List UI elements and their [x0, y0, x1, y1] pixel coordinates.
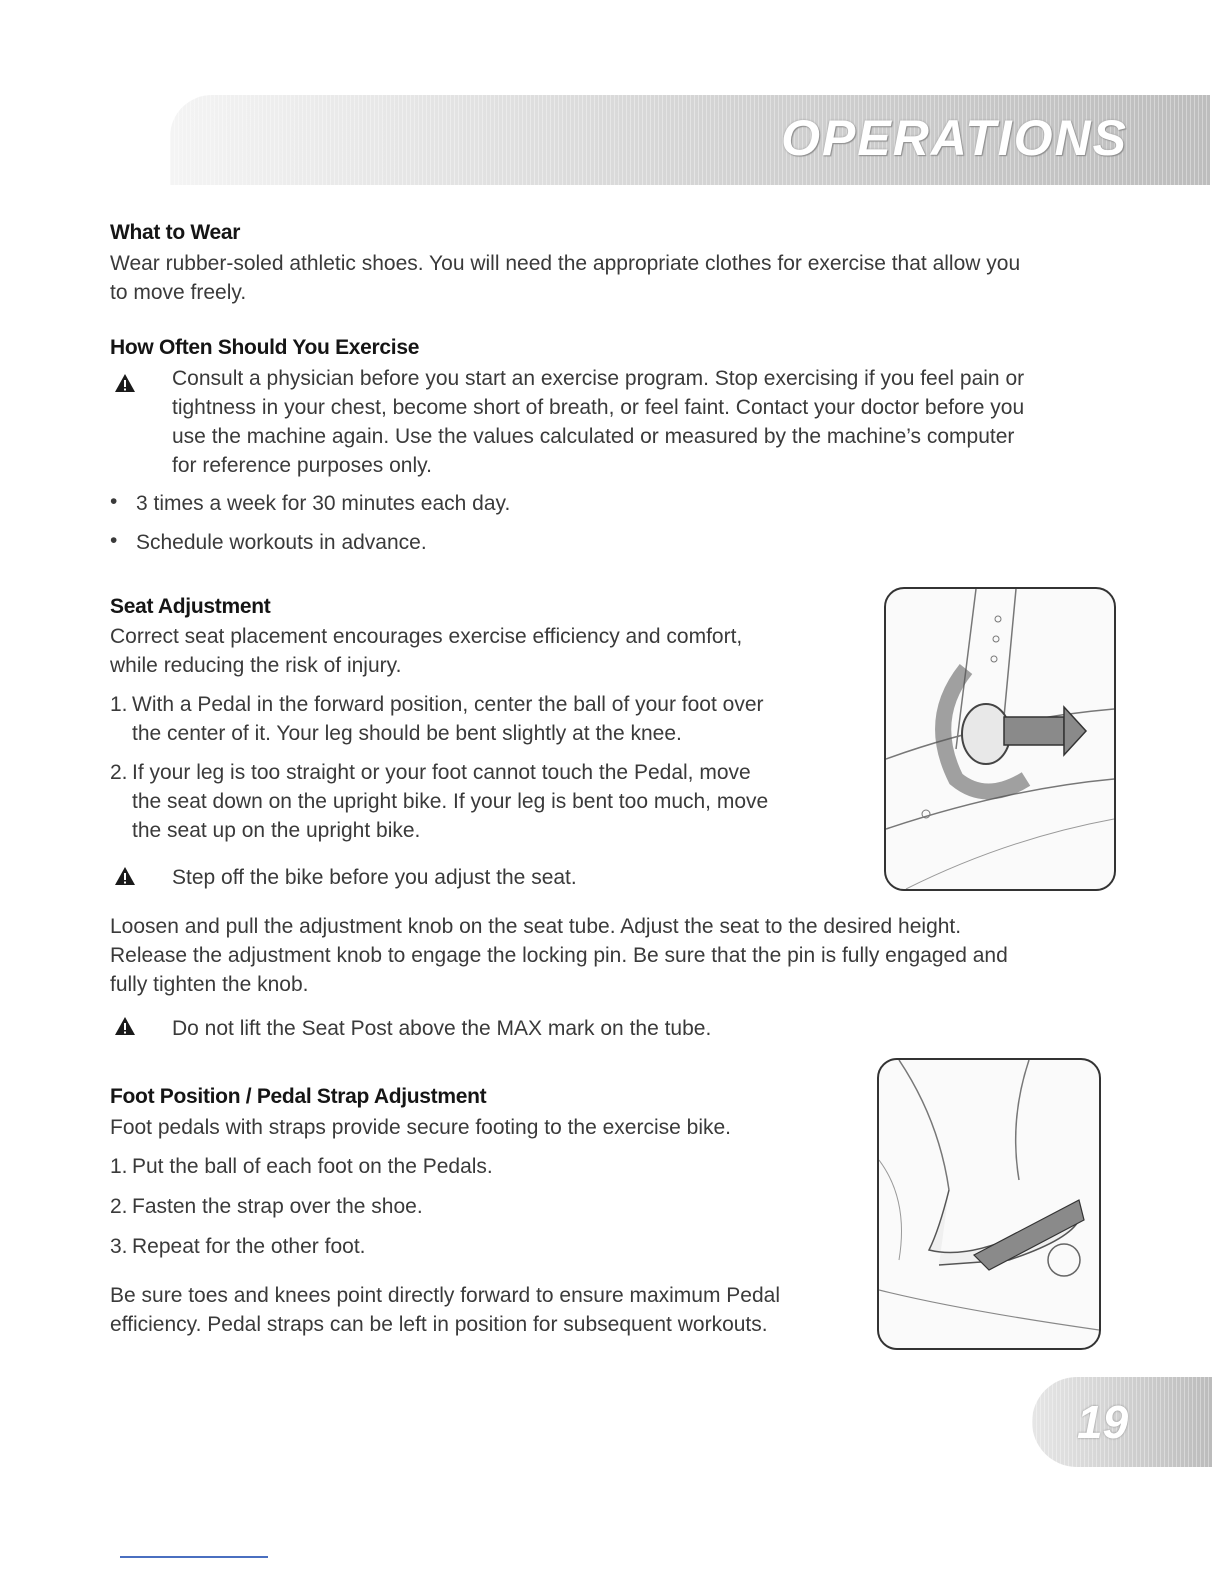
- seat-body-line3: fully tighten the knob.: [110, 973, 309, 996]
- seat-step-2: [110, 758, 768, 845]
- page-number: 19: [1077, 1396, 1129, 1448]
- step-text: With a Pedal in the forward position, center the ball of your foot over: [132, 693, 764, 716]
- seat-body-line2: Release the adjustment knob to engage the locking pin. Be sure that the pin is fully engaged and: [110, 944, 1008, 967]
- wear-text-line1: Wear rubber-soled athletic shoes. You will need the appropriate clothes for exercise that allow you: [110, 252, 1021, 275]
- seat-warning-2: Do not lift the Seat Post above the MAX mark on the tube.: [172, 1017, 712, 1040]
- step-number: 1.: [110, 1155, 128, 1178]
- often-warning-line3: use the machine again. Use the values calculated or measured by the machine’s computer: [172, 425, 1015, 448]
- heading-how-often: How Often Should You Exercise: [110, 336, 420, 359]
- step-text-cont: the center of it. Your leg should be bent slightly at the knee.: [132, 722, 682, 745]
- step-text: Put the ball of each foot on the Pedals.: [132, 1155, 493, 1178]
- seat-intro-line2: while reducing the risk of injury.: [110, 654, 402, 677]
- step-text-cont: the seat up on the upright bike.: [132, 819, 421, 842]
- step-text: Fasten the strap over the shoe.: [132, 1195, 423, 1218]
- warning-icon: [114, 373, 136, 393]
- foot-step-2: [110, 1192, 423, 1221]
- step-number: 3.: [110, 1235, 128, 1258]
- step-number: 1.: [110, 693, 128, 716]
- often-bullet-2: Schedule workouts in advance.: [136, 531, 427, 554]
- pedal-strap-illustration: [877, 1058, 1101, 1350]
- footer-divider: [120, 1556, 268, 1558]
- bullet-dot: •: [110, 490, 118, 513]
- seat-warning: Step off the bike before you adjust the seat.: [172, 866, 577, 889]
- seat-knob-icon: [886, 589, 1114, 889]
- heading-what-to-wear: What to Wear: [110, 221, 241, 244]
- foot-intro: Foot pedals with straps provide secure footing to the exercise bike.: [110, 1116, 731, 1139]
- bullet-dot: •: [110, 529, 118, 552]
- often-warning-line1: Consult a physician before you start an exercise program. Stop exercising if you feel pain or: [172, 367, 1025, 390]
- often-bullet-1: 3 times a week for 30 minutes each day.: [136, 492, 511, 515]
- heading-seat-adjustment: Seat Adjustment: [110, 595, 271, 618]
- foot-pedal-icon: [879, 1060, 1099, 1348]
- header-banner: [170, 95, 1210, 185]
- step-text-cont: the seat down on the upright bike. If your leg is bent too much, move: [132, 790, 769, 813]
- seat-adjustment-illustration: [884, 587, 1116, 891]
- seat-step-1: [110, 690, 764, 748]
- page-number-tab: [1032, 1377, 1212, 1467]
- foot-closing-line1: Be sure toes and knees point directly forward to ensure maximum Pedal: [110, 1284, 781, 1307]
- seat-body-line1: Loosen and pull the adjustment knob on the seat tube. Adjust the seat to the desired height.: [110, 915, 962, 938]
- foot-step-1: [110, 1152, 493, 1181]
- heading-foot-position: Foot Position / Pedal Strap Adjustment: [110, 1085, 487, 1108]
- step-number: 2.: [110, 1195, 128, 1218]
- often-warning-line2: tightness in your chest, become short of breath, or feel faint. Contact your doctor before you: [172, 396, 1025, 419]
- wear-text-line2: to move freely.: [110, 281, 247, 304]
- warning-icon: [114, 866, 136, 886]
- step-text: Repeat for the other foot.: [132, 1235, 366, 1258]
- section-title: OPERATIONS: [781, 110, 1128, 166]
- warning-icon: [114, 1016, 136, 1036]
- step-text: If your leg is too straight or your foot cannot touch the Pedal, move: [132, 761, 751, 784]
- step-number: 2.: [110, 761, 128, 784]
- foot-step-3: [110, 1232, 365, 1261]
- often-warning-line4: for reference purposes only.: [172, 454, 432, 477]
- foot-closing-line2: efficiency. Pedal straps can be left in position for subsequent workouts.: [110, 1313, 768, 1336]
- seat-intro-line1: Correct seat placement encourages exercise efficiency and comfort,: [110, 625, 743, 648]
